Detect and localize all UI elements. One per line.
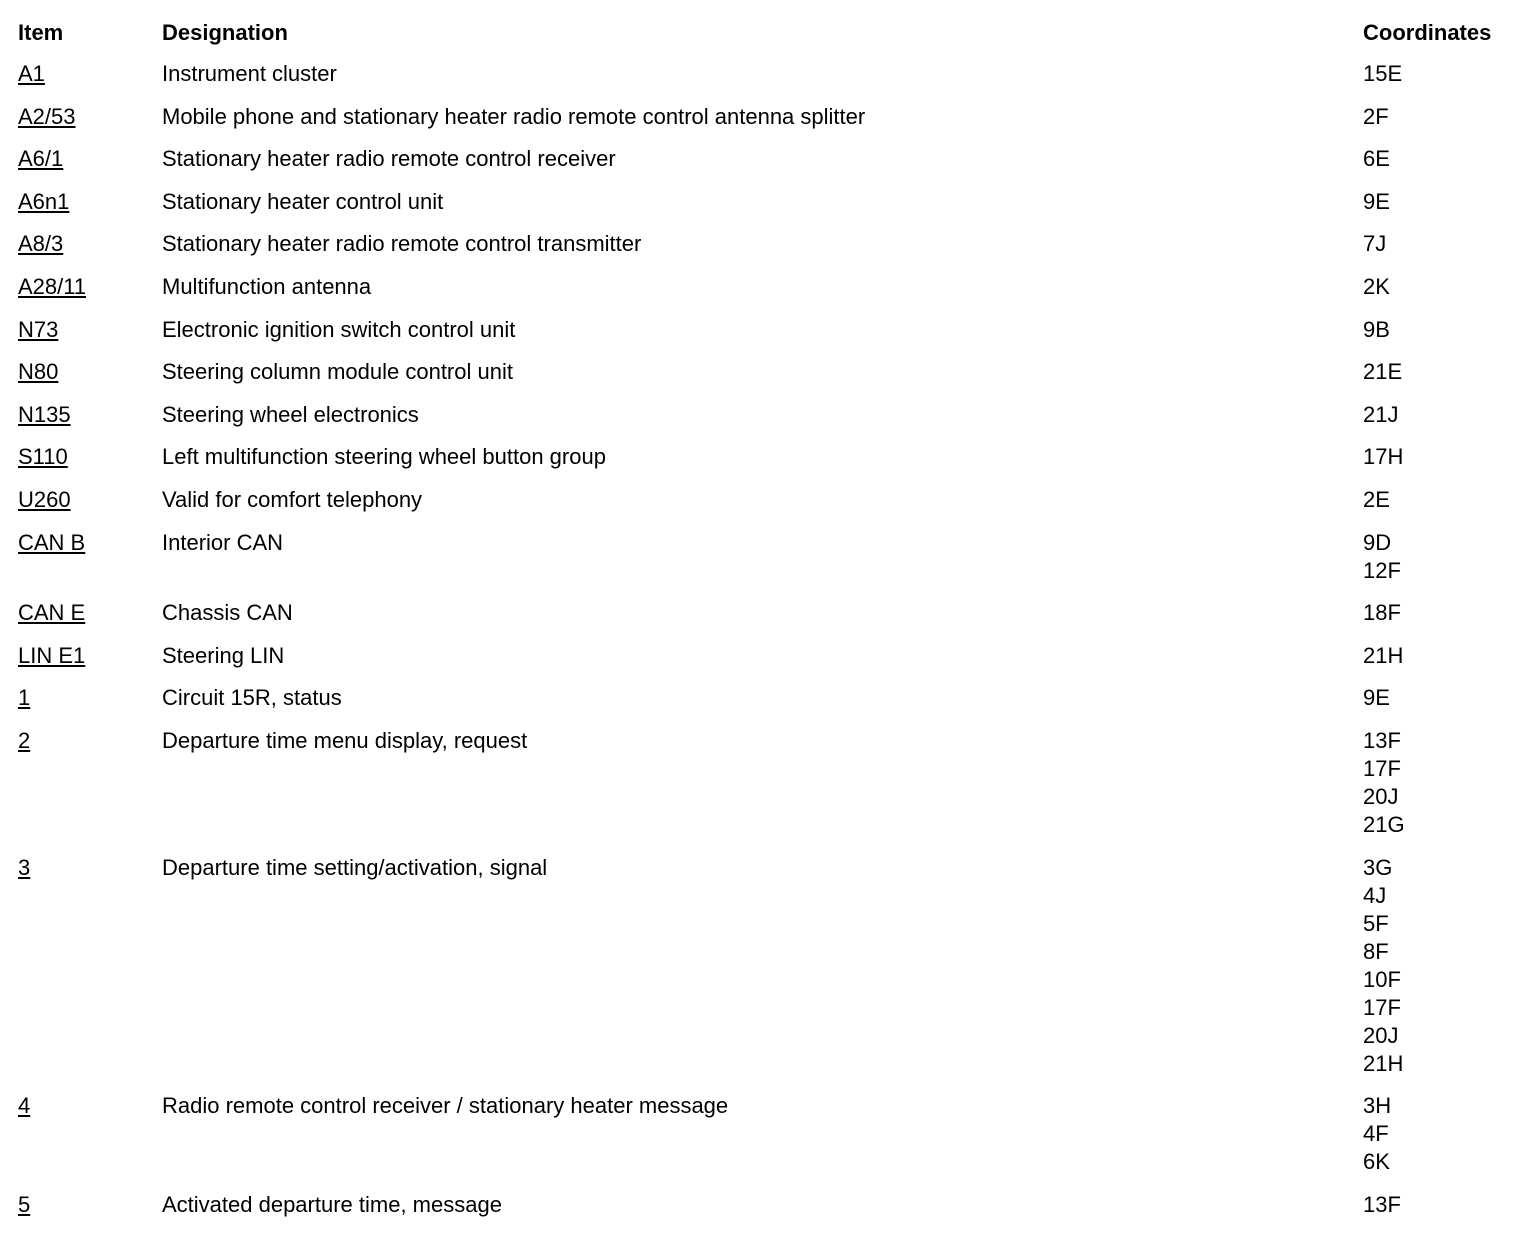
table-header	[0, 18, 1536, 60]
table-row	[0, 529, 1536, 600]
coordinate-value: 13F	[1363, 1191, 1401, 1217]
coordinate-value: 3G	[1363, 854, 1393, 880]
coordinates-cell	[1363, 443, 1536, 471]
item-cell	[18, 642, 162, 670]
item-link[interactable]: 5	[18, 1191, 31, 1217]
item-link[interactable]: LIN E1	[18, 642, 86, 668]
coordinate-value: 8F	[1363, 938, 1389, 964]
coordinate-value: 17F	[1363, 755, 1401, 781]
coordinate-value: 9B	[1363, 316, 1390, 342]
item-cell	[18, 599, 162, 627]
item-link[interactable]: S110	[18, 444, 68, 470]
item-link[interactable]: 2	[18, 727, 31, 753]
designation-cell: Electronic ignition switch control unit	[162, 316, 516, 342]
designation-cell: Steering wheel electronics	[162, 401, 419, 427]
item-link[interactable]: N73	[18, 316, 59, 342]
item-link[interactable]: U260	[18, 486, 71, 512]
item-link[interactable]: 3	[18, 854, 31, 880]
coordinates-cell	[1363, 358, 1536, 386]
item-cell	[18, 103, 162, 131]
table-row	[0, 727, 1536, 854]
item-cell	[18, 1191, 162, 1219]
item-link[interactable]: N80	[18, 359, 59, 385]
coordinate-value: 6K	[1363, 1149, 1390, 1175]
coordinates-cell	[1363, 188, 1536, 216]
table-row	[0, 60, 1536, 103]
item-cell	[18, 358, 162, 386]
coordinates-cell	[1363, 401, 1536, 429]
item-cell	[18, 854, 162, 1078]
designation-cell: Stationary heater radio remote control receiver	[162, 146, 616, 172]
coordinates-cell	[1363, 727, 1536, 839]
designation-cell: Stationary heater radio remote control transmitter	[162, 231, 642, 257]
table-row	[0, 358, 1536, 401]
designation-cell: Steering LIN	[162, 642, 285, 668]
coordinate-value: 21H	[1363, 1050, 1404, 1076]
coordinate-value: 20J	[1363, 783, 1399, 809]
coordinate-value: 21J	[1363, 401, 1399, 427]
item-cell	[18, 401, 162, 429]
designation-cell: Valid for comfort telephony	[162, 486, 423, 512]
item-cell	[18, 727, 162, 839]
designation-cell: Interior CAN	[162, 529, 284, 555]
item-link[interactable]: CAN B	[18, 529, 86, 555]
coordinate-value: 20J	[1363, 1022, 1399, 1048]
designation-cell: Activated departure time, message	[162, 1191, 502, 1217]
coordinate-value: 3H	[1363, 1093, 1392, 1119]
header-designation: Designation	[162, 20, 288, 45]
coordinate-value: 2K	[1363, 273, 1390, 299]
coordinate-value: 4J	[1363, 882, 1387, 908]
item-cell	[18, 316, 162, 344]
table-row	[0, 145, 1536, 188]
item-cell	[18, 145, 162, 173]
coordinates-cell	[1363, 854, 1536, 1078]
table-row	[0, 443, 1536, 486]
item-link[interactable]: A8/3	[18, 231, 64, 257]
coordinates-cell	[1363, 1191, 1536, 1219]
header-coordinates: Coordinates	[1363, 20, 1492, 45]
table-row	[0, 188, 1536, 231]
coordinates-cell	[1363, 1092, 1536, 1176]
coordinate-value: 15E	[1363, 61, 1403, 86]
coordinates-cell	[1363, 642, 1536, 670]
item-cell	[18, 529, 162, 585]
coordinates-cell	[1363, 145, 1536, 173]
coordinate-value: 10F	[1363, 966, 1401, 992]
table-row	[0, 599, 1536, 642]
coordinate-value: 7J	[1363, 231, 1387, 257]
coordinates-cell	[1363, 599, 1536, 627]
coordinate-value: 17F	[1363, 994, 1401, 1020]
table-row	[0, 1092, 1536, 1191]
coordinate-value: 2E	[1363, 486, 1390, 512]
header-item: Item	[18, 20, 64, 45]
item-link[interactable]: N135	[18, 401, 71, 427]
coordinates-cell	[1363, 60, 1536, 88]
coordinates-cell	[1363, 684, 1536, 712]
coordinate-value: 21H	[1363, 642, 1404, 668]
table-body	[0, 60, 1536, 1233]
coordinate-value: 2F	[1363, 103, 1389, 129]
table-row	[0, 642, 1536, 685]
item-link[interactable]: A1	[18, 61, 45, 86]
table-row	[0, 854, 1536, 1093]
table-row	[0, 1191, 1536, 1234]
coordinate-value: 9E	[1363, 685, 1390, 711]
item-link[interactable]: A6/1	[18, 146, 64, 172]
designation-cell: Circuit 15R, status	[162, 685, 342, 711]
table-row	[0, 316, 1536, 359]
designation-cell: Left multifunction steering wheel button group	[162, 444, 606, 470]
coordinate-value: 17H	[1363, 444, 1404, 470]
item-link[interactable]: A6n1	[18, 188, 70, 214]
item-cell	[18, 273, 162, 301]
coordinates-cell	[1363, 273, 1536, 301]
coordinate-value: 6E	[1363, 146, 1390, 172]
item-link[interactable]: 4	[18, 1093, 31, 1119]
designation-cell: Instrument cluster	[162, 61, 337, 86]
coordinates-cell	[1363, 316, 1536, 344]
item-cell	[18, 684, 162, 712]
coordinates-cell	[1363, 486, 1536, 514]
designation-cell: Steering column module control unit	[162, 359, 513, 385]
item-link[interactable]: A28/11	[18, 273, 87, 299]
table-row	[0, 230, 1536, 273]
item-cell	[18, 230, 162, 258]
coordinate-value: 9E	[1363, 188, 1390, 214]
coordinate-value: 21G	[1363, 811, 1405, 837]
designation-cell: Radio remote control receiver / stationary heater message	[162, 1093, 729, 1119]
designation-cell: Stationary heater control unit	[162, 188, 444, 214]
item-link[interactable]: 1	[18, 685, 31, 711]
item-link[interactable]: CAN E	[18, 600, 86, 626]
table-row	[0, 401, 1536, 444]
designation-cell: Chassis CAN	[162, 600, 293, 626]
table-row	[0, 103, 1536, 146]
table-row	[0, 273, 1536, 316]
coordinate-value: 18F	[1363, 600, 1401, 626]
coordinate-value: 4F	[1363, 1121, 1389, 1147]
designation-cell: Departure time menu display, request	[162, 727, 528, 753]
designation-cell: Multifunction antenna	[162, 273, 372, 299]
coordinate-value: 12F	[1363, 557, 1401, 583]
item-cell	[18, 60, 162, 88]
table-row	[0, 486, 1536, 529]
table-row	[0, 684, 1536, 727]
item-cell	[18, 1092, 162, 1176]
coordinate-value: 9D	[1363, 529, 1392, 555]
item-cell	[18, 188, 162, 216]
designation-cell: Departure time setting/activation, signal	[162, 854, 548, 880]
coordinate-value: 13F	[1363, 727, 1401, 753]
item-cell	[18, 486, 162, 514]
coordinates-cell	[1363, 230, 1536, 258]
coordinates-cell	[1363, 529, 1536, 585]
coordinate-value: 21E	[1363, 359, 1403, 385]
item-link[interactable]: A2/53	[18, 103, 76, 129]
coordinates-cell	[1363, 103, 1536, 131]
coordinate-value: 5F	[1363, 910, 1389, 936]
designation-cell: Mobile phone and stationary heater radio remote control antenna splitter	[162, 103, 866, 129]
item-cell	[18, 443, 162, 471]
